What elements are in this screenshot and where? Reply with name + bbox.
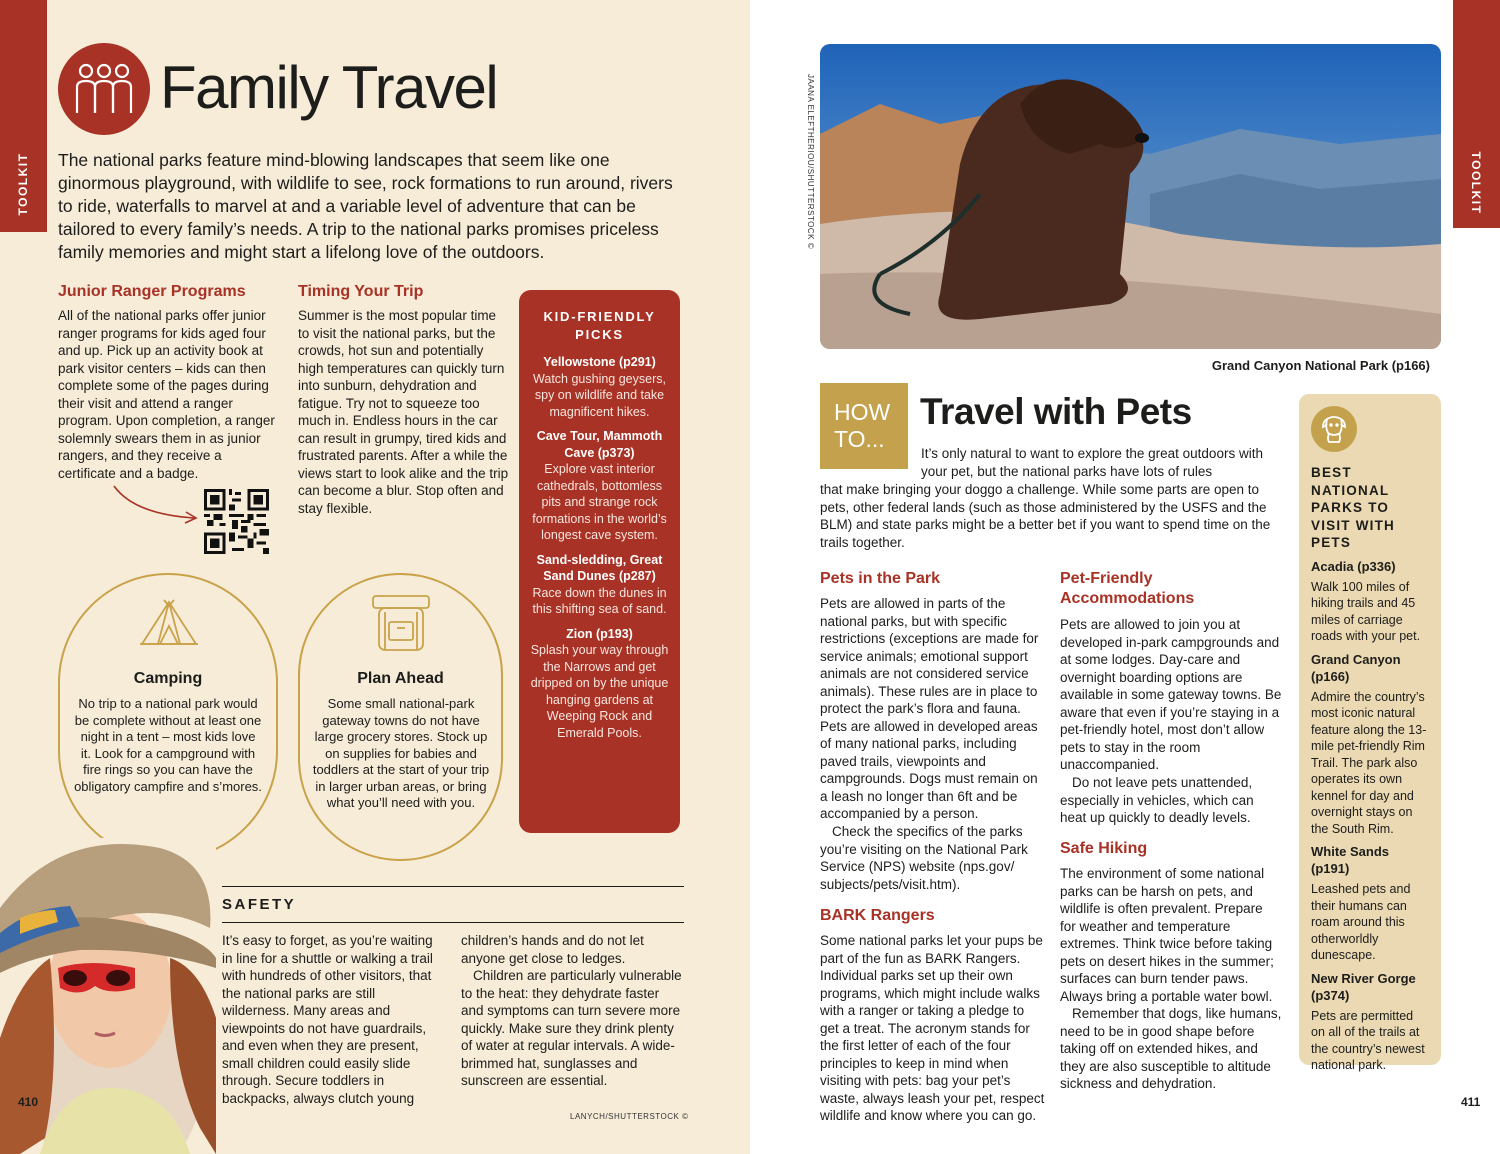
toolkit-tab-label: TOOLKIT xyxy=(1469,151,1483,215)
kid-pick-name: Cave Tour, Mammoth Cave (p373) xyxy=(536,429,663,460)
camping-text: No trip to a national park would be complete without at least one night in a tent – most kids love it. Look for a campground with fire rings so you can have the obligatory campfire and s’mores. xyxy=(74,696,262,794)
safe-hiking-text2: Remember that dogs, like humans, need to be in good shape before taking off on extended hikes, and they are also susceptible to altitude sickness and dehydration. xyxy=(1060,1006,1282,1091)
safe-hiking-heading: Safe Hiking xyxy=(1060,840,1148,857)
arrow-icon xyxy=(112,484,202,526)
best-park-name: New River Gorge (p374) xyxy=(1311,970,1416,1003)
qr-code-icon[interactable] xyxy=(204,489,269,554)
safety-text-col2b: Children are particularly vulnerable to the heat: they dehydrate faster and symptoms can turn severe more quickly. Make sure they drink plenty of water at regular intervals. A wide-brimmed hat, sunglasses and sunscreen are essential. xyxy=(461,968,682,1088)
accommodations-text2: Do not leave pets unattended, especially in vehicles, which can heat up quickly to deadly levels. xyxy=(1060,775,1254,825)
safe-hiking-text1: The environment of some national parks can be harsh on pets, and wildlife is often prevalent. Prepare for weather and temperature extremes. Think twice before taking pets on desert hikes in the summer; surfaces can burn tender paws. Always bring a portable water bowl. xyxy=(1060,866,1274,1004)
safety-text-col2a: children’s hands and do not let anyone get close to ledges. xyxy=(461,933,644,966)
best-park-desc: Pets are permitted on all of the trails at the country’s newest national park. xyxy=(1311,1008,1425,1072)
accommodations-heading: Pet-Friendly Accommodations xyxy=(1060,570,1195,607)
kid-friendly-title: KID-FRIENDLY PICKS xyxy=(543,309,656,342)
toolkit-tab-right xyxy=(1453,0,1500,228)
junior-ranger-text: All of the national parks offer junior ranger programs for kids aged four and up. Pick up an activity book at park visitor centers – kids can then complete some of the pages during their visit and attend a ranger program. Upon completion, a ranger solemnly swears them in as junior rangers, and they receive a certificate and a badge. xyxy=(58,308,275,481)
tent-icon xyxy=(138,598,200,648)
pets-park-text2: Check the specifics of the parks you’re visiting on the National Park Service (NPS) website (nps.gov/ subjects/pets/visit.htm). xyxy=(820,824,1028,892)
family-icon xyxy=(58,43,150,135)
toolkit-tab-label: TOOLKIT xyxy=(16,152,30,216)
page-number-right: 411 xyxy=(1461,1095,1481,1109)
kid-pick-desc: Explore vast interior cathedrals, bottomless pits and strange rock formations in the world’s longest cave system. xyxy=(532,462,667,542)
photo-credit-right: JAANA ELEFTHERIOU/SHUTTERSTOCK © xyxy=(806,74,815,250)
pets-intro-b: that make bringing your doggo a challenge. While some parts are open to pets, other federal lands (such as those administered by the USFS and the BLM) and state parks might be a better bet if you want to spend time on the trails together. xyxy=(820,482,1271,550)
timing-heading: Timing Your Trip xyxy=(298,283,424,300)
timing-text: Summer is the most popular time to visit the national parks, but the crowds, hot sun and potentially high temperatures can quickly turn into sunburn, dehydration and fatigue. Try not to squeeze too much in. Endless hours in the car can result in grumpy, tired kids and frustrated parents. After a while the views start to look alike and the trip can become a blur. Stop often and stay flexible. xyxy=(298,308,509,516)
safety-top-rule xyxy=(222,886,684,887)
kid-pick-desc: Splash your way through the Narrows and get dripped on by the unique hanging gardens at Weeping Rock and Emerald Pools. xyxy=(530,643,669,740)
page-title: Family Travel xyxy=(160,54,498,121)
pets-title: Travel with Pets xyxy=(920,391,1192,432)
kid-friendly-box xyxy=(519,290,680,833)
kid-pick-name: Yellowstone (p291) xyxy=(543,355,656,369)
kid-pick-name: Sand-sledding, Great Sand Dunes (p287) xyxy=(536,552,663,583)
safety-text-col1: It’s easy to forget, as you’re waiting in line for a shuttle or walking a trail with hundreds of other visitors, that the national parks are still wilderness. Many areas and viewpoints do not have guardrails, and even when they are present, small children could easily slide through. Secure toddlers in backpacks, always clutch young xyxy=(222,933,433,1106)
accommodations-text1: Pets are allowed to join you at developed in-park campgrounds and at some lodges. Day-care and overnight boarding options are available in some gateway towns. Be aware that even if you’re staying in a pet-friendly hotel, most don’t allow pets to stay in the room unaccompanied. xyxy=(1060,617,1282,772)
right-page xyxy=(750,0,1500,1154)
best-park-desc: Admire the country’s most iconic natural feature along the 13-mile pet-friendly Rim Trail. The park also operates its own kennel for day and overnight stays on the South Rim. xyxy=(1311,689,1427,836)
photo-caption: Grand Canyon National Park (p166) xyxy=(1211,358,1430,373)
toolkit-tab-left xyxy=(0,0,47,232)
best-parks-title: BEST NATIONAL PARKS TO VISIT WITH PETS xyxy=(1311,465,1395,550)
bark-text: Some national parks let your pups be part of the fun as BARK Rangers. Individual parks set up their own programs, which might include walks with a ranger or taking a pledge to get a treat. The acronym stands for the first letter of each of the four principles to keep in mind when visiting with pets: bag your pet’s waste, always leash your pet, respect wildlife and know where you can go. xyxy=(820,933,1045,1123)
best-park-desc: Leashed pets and their humans can roam around this otherworldly dunescape. xyxy=(1311,882,1411,962)
plan-ahead-text: Some small national-park gateway towns do not have large grocery stores. Stock up on supplies for babies and toddlers at the start of your trip in larger urban areas, or bring what you’ll need with you. xyxy=(312,696,490,810)
safety-bottom-rule xyxy=(222,922,684,923)
safety-heading: SAFETY xyxy=(222,896,297,913)
dog-icon xyxy=(1311,406,1357,452)
backpack-icon xyxy=(370,592,432,654)
camping-heading: Camping xyxy=(133,670,203,687)
plan-ahead-heading: Plan Ahead xyxy=(357,670,444,687)
kid-pick-desc: Race down the dunes in this shifting sea of sand. xyxy=(532,585,667,616)
photo-credit-left: LANYCH/SHUTTERSTOCK © xyxy=(570,1112,689,1121)
how-to-line1: HOW xyxy=(834,399,891,425)
kid-pick-desc: Watch gushing geysers, spy on wildlife and take magnificent hikes. xyxy=(533,371,666,419)
best-park-name: White Sands (p191) xyxy=(1311,844,1390,876)
best-park-desc: Walk 100 miles of hiking trails and 45 miles of carriage roads with your pet. xyxy=(1311,579,1421,643)
pets-park-text1: Pets are allowed in parts of the national parks, but with specific restrictions (exceptions are made for service animals; emotional support animals are not considered service animals). These rules are in place to protect the park’s flora and fauna. Pets are allowed in developed areas of many national parks, including paved trails, viewpoints and campgrounds. Dogs must remain on a leash no longer than 6ft and be accompanied by a person. xyxy=(820,596,1039,821)
dog-photo xyxy=(820,44,1441,349)
junior-ranger-heading: Junior Ranger Programs xyxy=(58,283,246,300)
best-parks-box xyxy=(1299,394,1441,1072)
how-to-badge xyxy=(820,383,908,469)
how-to-line2: TO... xyxy=(834,426,885,452)
page-number-left: 410 xyxy=(18,1095,39,1109)
pets-park-heading: Pets in the Park xyxy=(820,570,941,587)
pets-intro-a: It’s only natural to want to explore the great outdoors with your pet, but the national parks have lots of rules xyxy=(921,446,1263,479)
bark-heading: BARK Rangers xyxy=(820,907,935,924)
best-park-name: Grand Canyon (p166) xyxy=(1311,651,1401,684)
intro-paragraph: The national parks feature mind-blowing landscapes that seem like one ginormous playground, with wildlife to see, rock formations to run around, rivers to ride, waterfalls to marvel at and a variable level of adventure that can be tailored to every family’s needs. A trip to the national parks promises priceless family memories and might start a lifelong love of the outdoors. xyxy=(58,150,673,262)
best-park-name: Acadia (p336) xyxy=(1311,558,1396,574)
kid-pick-name: Zion (p193) xyxy=(566,626,633,641)
